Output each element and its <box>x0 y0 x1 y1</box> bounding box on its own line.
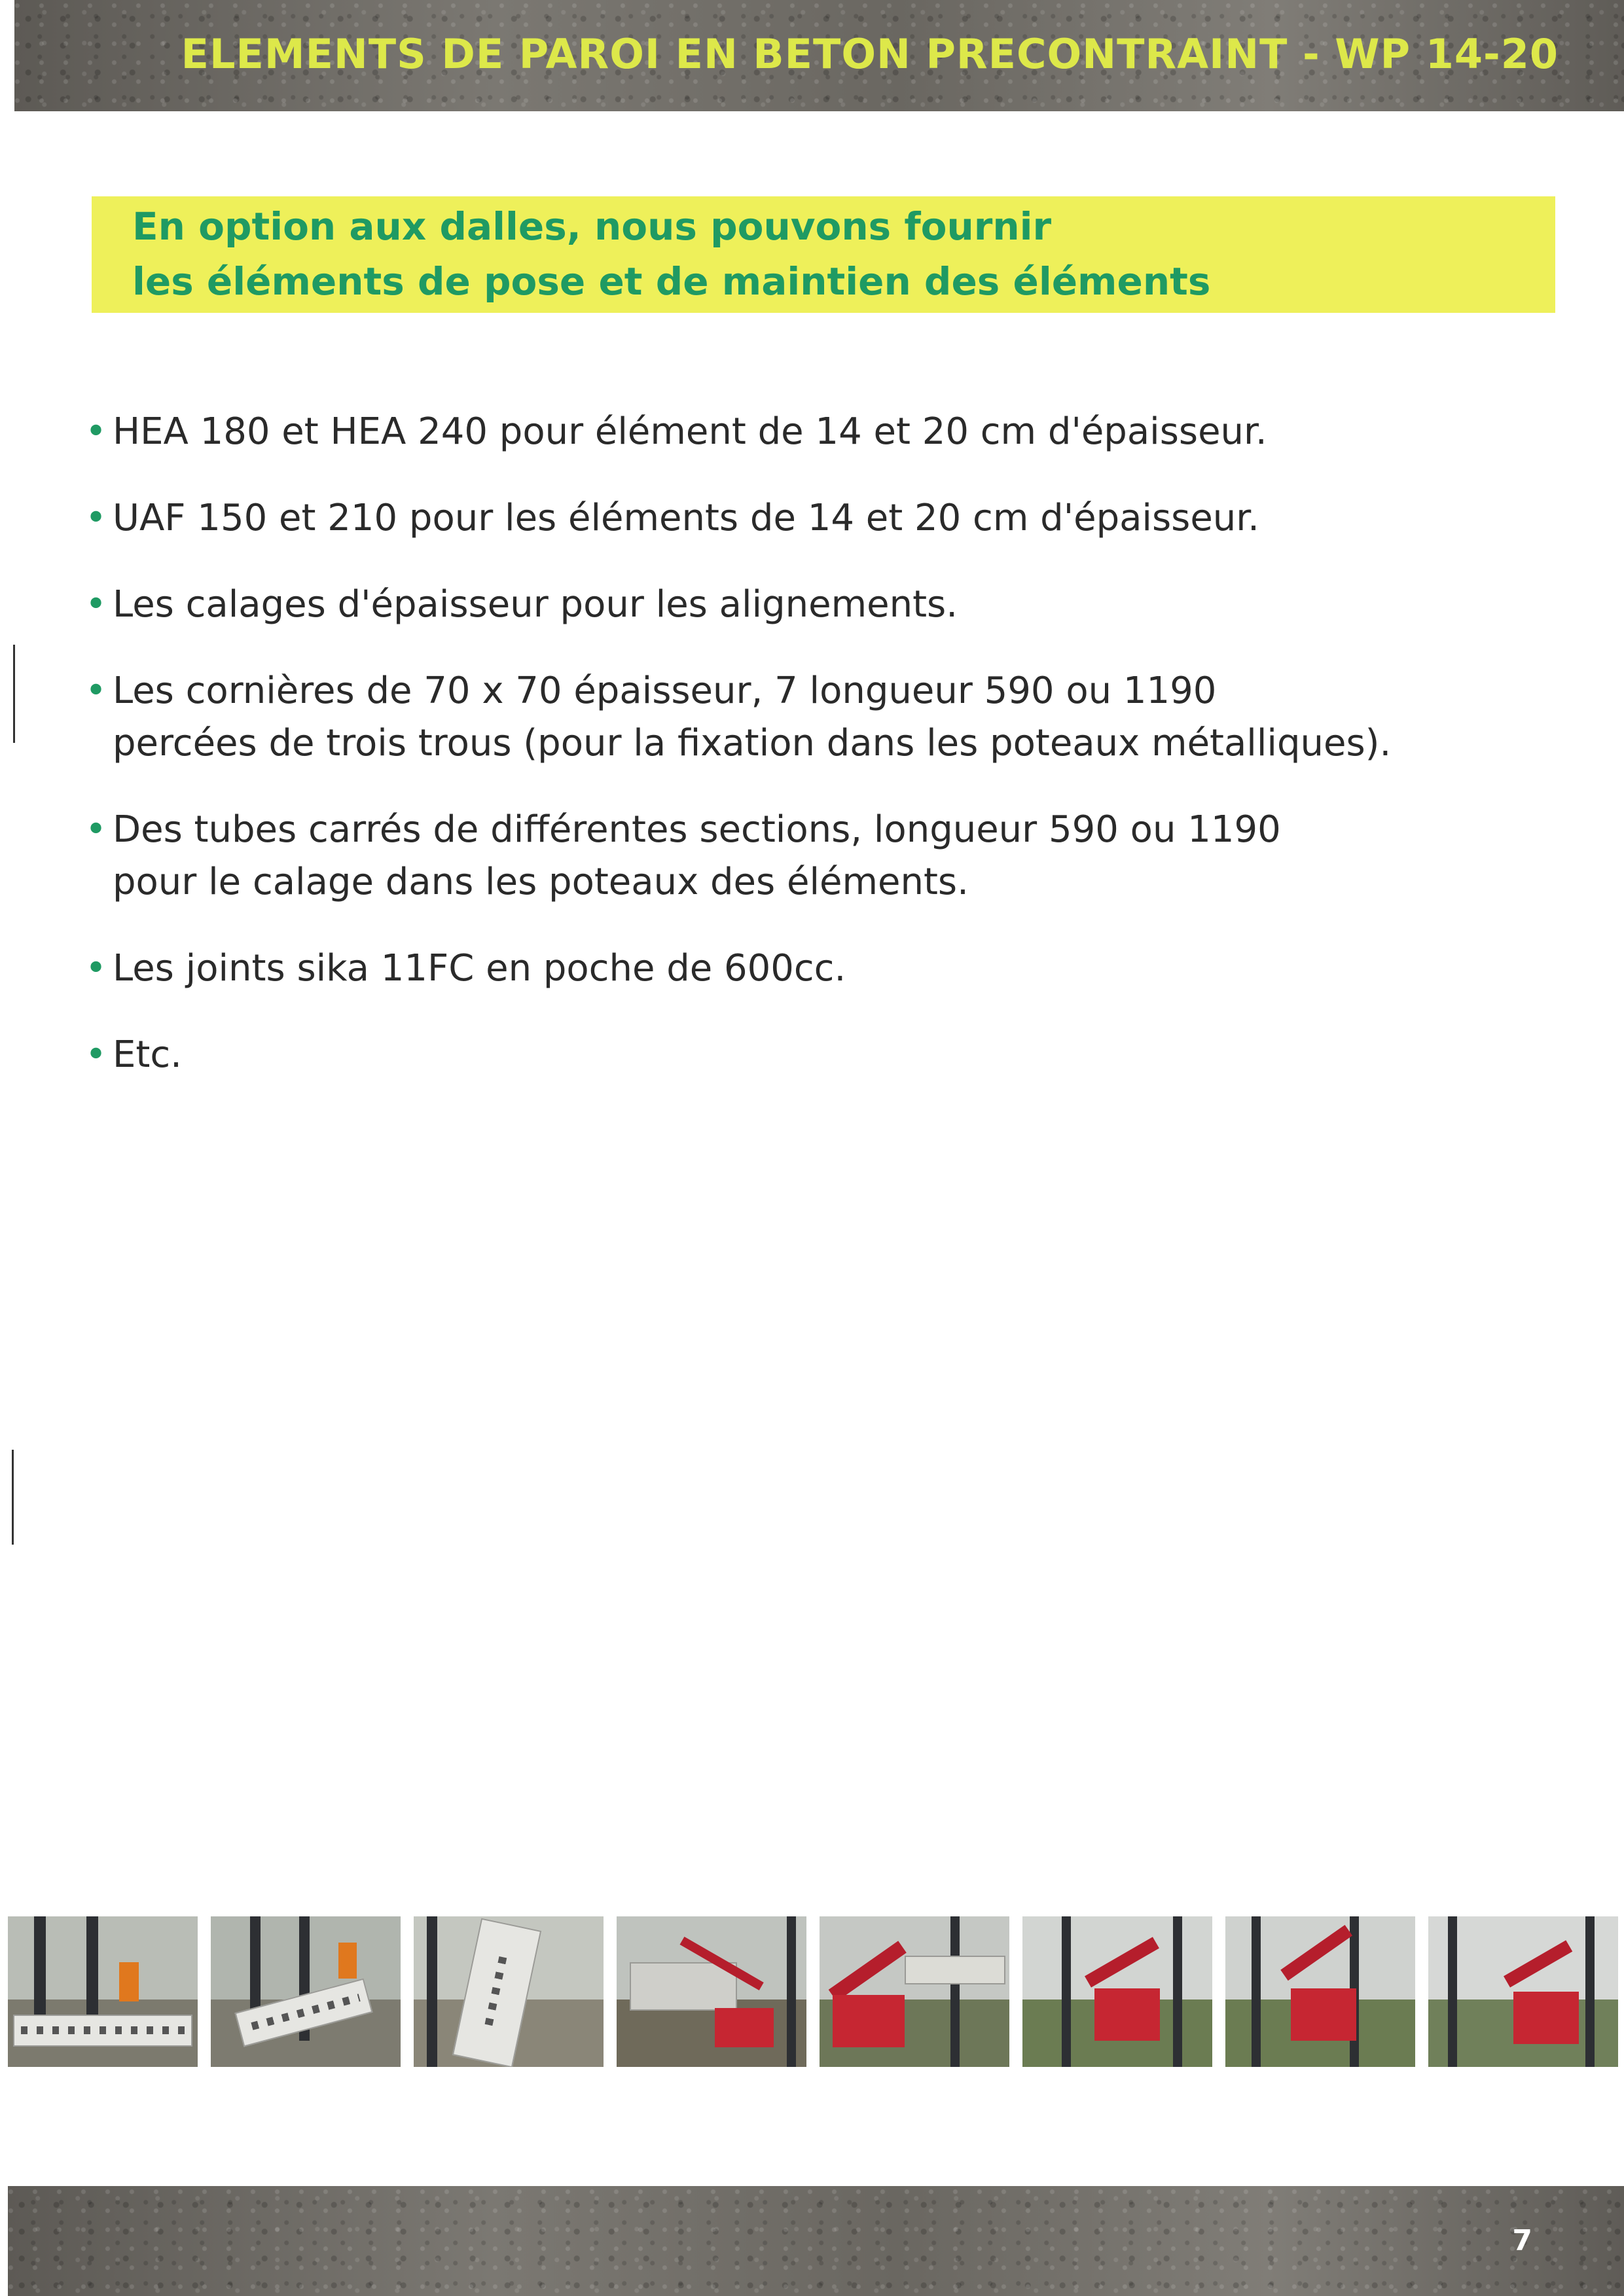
photo-telehandler-1 <box>820 1916 1009 2067</box>
list-item-text: Des tubes carrés de différentes sections, longueur 590 ou 1190 <box>113 808 1281 851</box>
list-item-text: Etc. <box>113 1033 182 1076</box>
scan-mark <box>12 1450 14 1545</box>
photo-telehandler-4 <box>1428 1916 1618 2067</box>
list-item <box>85 1029 1525 1081</box>
list-item <box>85 579 1525 631</box>
list-item <box>85 406 1525 458</box>
list-item <box>85 492 1525 545</box>
photo-slab-vertical <box>414 1916 604 2067</box>
list-item-text: Les calages d'épaisseur pour les alignements. <box>113 583 958 626</box>
list-item-text: UAF 150 et 210 pour les éléments de 14 et 20 cm d'épaisseur. <box>113 497 1259 539</box>
bullet-icon: • <box>85 583 107 626</box>
photo-slab-stack <box>8 1916 198 2067</box>
photo-telehandler-3 <box>1225 1916 1415 2067</box>
scan-mark <box>13 645 15 743</box>
photo-slab-lifted <box>211 1916 401 2067</box>
list-item <box>85 665 1525 770</box>
footer-band <box>8 2186 1624 2296</box>
page-title: ELEMENTS DE PAROI EN BETON PRECONTRAINT - WP 14-20 <box>181 30 1559 78</box>
bullet-icon: • <box>85 670 107 712</box>
photo-telehandler-2 <box>1022 1916 1212 2067</box>
photo-crane-lifting <box>617 1916 806 2067</box>
list-item-text-continued: pour le calage dans les poteaux des éléments. <box>113 861 969 903</box>
list-item-text: HEA 180 et HEA 240 pour élément de 14 et 20 cm d'épaisseur. <box>113 410 1267 453</box>
list-item <box>85 804 1525 908</box>
highlight-box <box>92 196 1555 313</box>
bullet-icon: • <box>85 1033 107 1076</box>
header-band <box>14 0 1624 111</box>
bullet-icon: • <box>85 808 107 851</box>
highlight-line-2: les éléments de pose et de maintien des éléments <box>132 259 1211 304</box>
highlight-line-1: En option aux dalles, nous pouvons fournir <box>132 204 1052 249</box>
list-item-text-continued: percées de trois trous (pour la fixation dans les poteaux métalliques). <box>113 722 1392 764</box>
list-item-text: Les joints sika 11FC en poche de 600cc. <box>113 947 846 990</box>
bullet-icon: • <box>85 947 107 990</box>
bullet-icon: • <box>85 410 107 453</box>
list-item <box>85 942 1525 995</box>
bullet-icon: • <box>85 497 107 539</box>
bullet-list <box>85 406 1525 1115</box>
photo-strip <box>8 1916 1618 2070</box>
page-number: 7 <box>1512 2224 1532 2257</box>
list-item-text: Les cornières de 70 x 70 épaisseur, 7 longueur 590 ou 1190 <box>113 670 1217 712</box>
